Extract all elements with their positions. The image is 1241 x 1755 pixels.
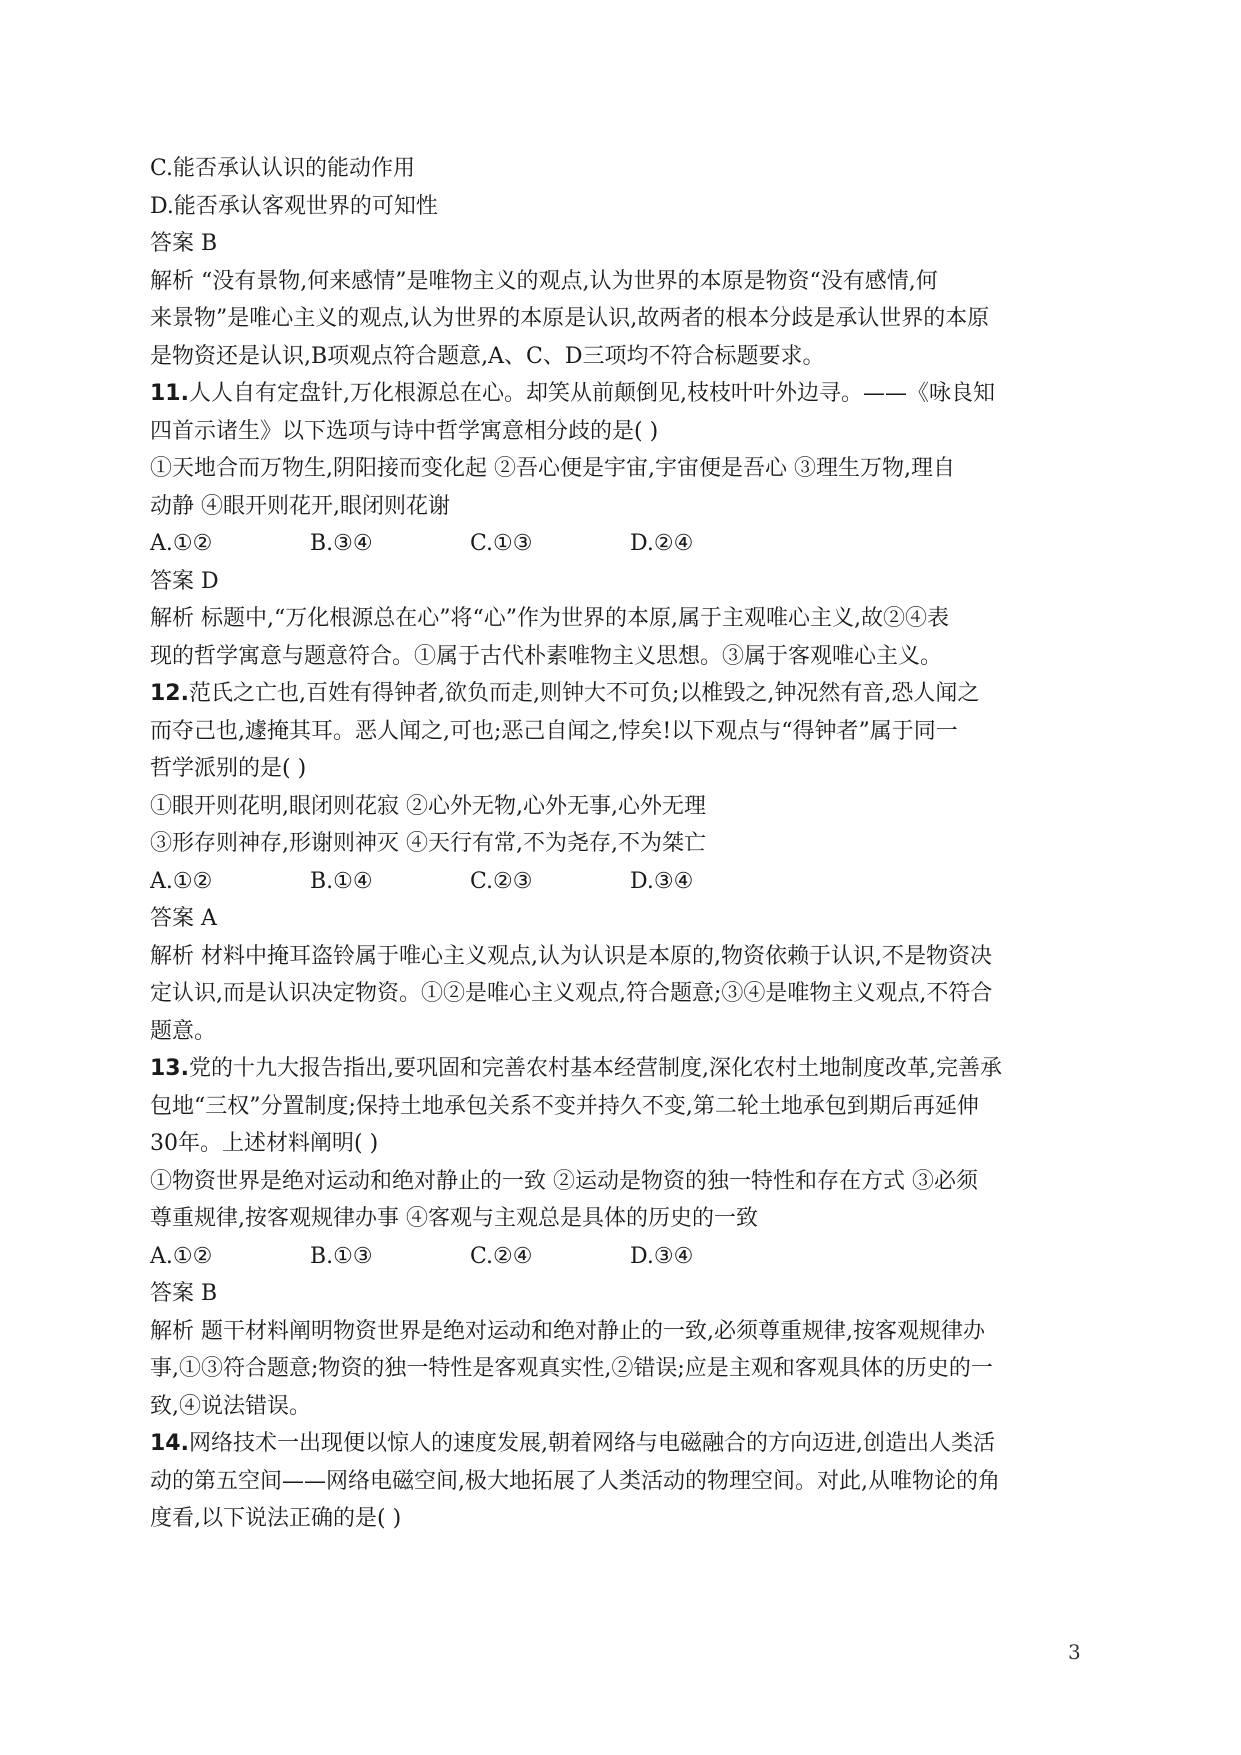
q11-stem-line: [150, 375, 1100, 413]
q10-option-d: D.能否承认客观世界的可知性: [150, 193, 438, 219]
q11-statement-line: 动静 ④眼开则花开,眼闭则花谢: [150, 493, 450, 519]
q13-options: [150, 1238, 1100, 1276]
q13-statement-line: 尊重规律,按客观规律办事 ④客观与主观总是具体的历史的一致: [150, 1206, 758, 1231]
q12-number: 12.: [150, 681, 189, 706]
q12-option-a: A.①②: [150, 868, 213, 894]
q12-stem-line: [150, 675, 1100, 713]
q13-analysis-line: 致,④说法错误。: [150, 1393, 311, 1419]
q11-analysis-line: 现的哲学寓意与题意符合。①属于古代朴素唯物主义思想。③属于客观唯心主义。: [150, 643, 943, 669]
q12-options: [150, 863, 1100, 901]
q13-statement-line: ①物资世界是绝对运动和绝对静止的一致 ②运动是物资的独一特性和存在方式 ③必须: [150, 1168, 978, 1194]
q14-number: 14.: [150, 1431, 189, 1456]
q14-stem-line: [150, 1425, 1100, 1463]
q12-answer: 答案 A: [150, 906, 217, 931]
q12-analysis-line: 解析 材料中掩耳盗铃属于唯心主义观点,认为认识是本原的,物资依赖于认识,不是物资决: [150, 943, 992, 969]
q12-statement-line: ①眼开则花明,眼闭则花寂 ②心外无物,心外无事,心外无理: [150, 793, 706, 819]
q10-answer: 答案 B: [150, 231, 218, 256]
q11-stem-text: 人人自有定盘针,万化根源总在心。却笑从前颠倒见,枝枝叶叶外边寻。——《咏良知: [188, 381, 995, 406]
q12-analysis-line: 定认识,而是认识决定物资。①②是唯心主义观点,符合题意;③④是唯物主义观点,不符合: [150, 981, 993, 1006]
q12-statement-line: ③形存则神存,形谢则神灭 ④天行有常,不为尧存,不为桀亡: [150, 831, 706, 856]
q14-stem-text: 网络技术一出现便以惊人的速度发展,朝着网络与电磁融合的方向迈进,创造出人类活: [188, 1431, 995, 1456]
page-number: 3: [1068, 1640, 1081, 1664]
q12-stem-text: 范氏之亡也,百姓有得钟者,欲负而走,则钟大不可负;以椎毁之,钟况然有音,恐人闻之: [188, 681, 980, 706]
q14-stem-line: 动的第五空间——网络电磁空间,极大地拓展了人类活动的物理空间。对此,从唯物论的角: [150, 1468, 1000, 1494]
q13-analysis-line: 事,①③符合题意;物资的独一特性是客观真实性,②错误;应是主观和客观具体的历史的一: [150, 1356, 993, 1381]
q12-option-b: B.①④: [310, 868, 373, 894]
q14-stem-line: 度看,以下说法正确的是( ): [150, 1506, 402, 1531]
q10-analysis-line: 解析 “没有景物,何来感情”是唯物主义的观点,认为世界的本原是物资“没有感情,何: [150, 268, 938, 294]
q11-analysis-line: 解析 标题中,“万化根源总在心”将“心”作为世界的本原,属于主观唯心主义,故②④表: [150, 606, 949, 631]
q10-analysis-line: 是物资还是认识,B项观点符合题意,A、C、D三项均不符合标题要求。: [150, 343, 825, 369]
q12-option-c: C.②③: [470, 868, 533, 894]
q13-stem-line: 30年。上述材料阐明( ): [150, 1131, 379, 1156]
q11-option-d: D.②④: [630, 531, 694, 556]
q13-option-b: B.①③: [310, 1243, 373, 1269]
q12-stem-line: 而夺己也,遽掩其耳。恶人闻之,可也;恶己自闻之,悖矣!以下观点与“得钟者”属于同一: [150, 718, 958, 744]
q13-stem-text: 党的十九大报告指出,要巩固和完善农村基本经营制度,深化农村土地制度改革,完善承: [188, 1056, 1002, 1081]
q11-options: [150, 525, 1100, 563]
q13-option-c: C.②④: [470, 1243, 533, 1269]
q11-option-c: C.①③: [470, 531, 533, 556]
q11-number: 11.: [150, 381, 189, 406]
q11-statement-line: ①天地合而万物生,阴阳接而变化起 ②吾心便是宇宙,宇宙便是吾心 ③理生万物,理自: [150, 456, 955, 481]
q13-analysis-line: 解析 题干材料阐明物资世界是绝对运动和绝对静止的一致,必须尊重规律,按客观规律办: [150, 1318, 985, 1344]
q13-option-d: D.③④: [630, 1243, 694, 1269]
q12-stem-line: 哲学派别的是( ): [150, 756, 307, 781]
q10-option-c: C.能否承认认识的能动作用: [150, 156, 416, 181]
q10-analysis-line: 来景物”是唯心主义的观点,认为世界的本原是认识,故两者的根本分歧是承认世界的本原: [150, 306, 990, 331]
q13-option-a: A.①②: [150, 1243, 213, 1269]
page-content: [150, 150, 1100, 1538]
q11-option-b: B.③④: [310, 531, 373, 556]
q13-stem-line: 包地“三权”分置制度;保持土地承包关系不变并持久不变,第二轮土地承包到期后再延伸: [150, 1093, 979, 1119]
q13-stem-line: [150, 1050, 1100, 1088]
q13-answer: 答案 B: [150, 1281, 218, 1306]
q11-option-a: A.①②: [150, 531, 213, 556]
q13-number: 13.: [150, 1056, 189, 1081]
q12-option-d: D.③④: [630, 868, 694, 894]
q11-stem-line: 四首示诸生》以下选项与诗中哲学寓意相分歧的是( ): [150, 418, 659, 444]
q11-answer: 答案 D: [150, 568, 219, 594]
q12-analysis-line: 题意。: [150, 1018, 217, 1044]
